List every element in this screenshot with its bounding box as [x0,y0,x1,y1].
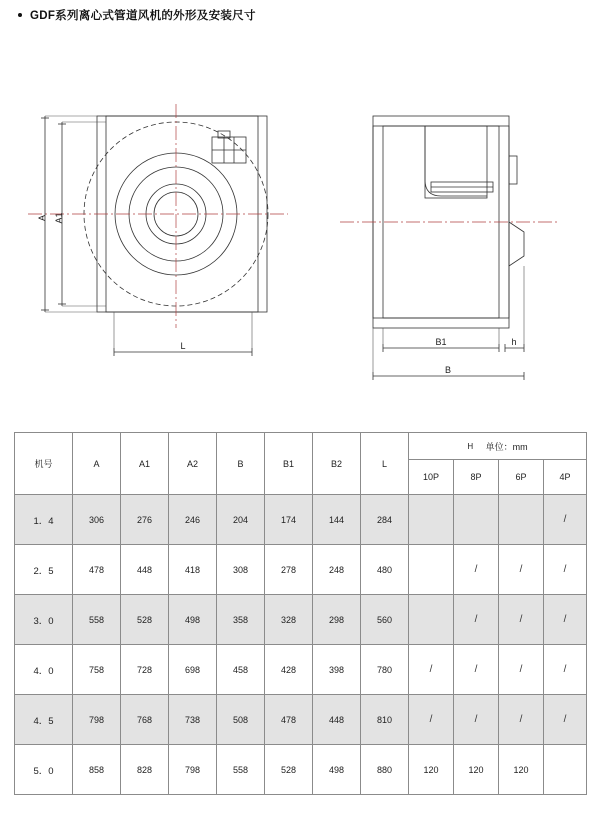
cell-model: 4．5 [15,695,73,745]
cell-b1: 478 [265,695,313,745]
cell-8p: 120 [454,745,499,795]
cell-6p: / [499,545,544,595]
cell-model: 3．0 [15,595,73,645]
header-cell-l: L [361,433,409,495]
dim-label-A: A [37,214,47,222]
cell-4p: / [544,645,587,695]
cell-8p: / [454,695,499,745]
spec-table-wrapper [14,432,586,795]
header-cell-8p: 8P [454,460,499,495]
bullet-icon [18,13,22,17]
cell-b1: 278 [265,545,313,595]
cell-b: 558 [217,745,265,795]
unit-prefix: H [467,441,474,451]
cell-a1: 828 [121,745,169,795]
cell-a1: 448 [121,545,169,595]
cell-model: 1．4 [15,495,73,545]
cell-a: 858 [73,745,121,795]
cell-a1: 728 [121,645,169,695]
cell-l: 560 [361,595,409,645]
cell-10p [409,545,454,595]
cell-a: 306 [73,495,121,545]
cell-a: 758 [73,645,121,695]
dim-label-A1: A1 [54,212,64,224]
table-body [15,495,587,795]
cell-b1: 328 [265,595,313,645]
cell-10p: / [409,645,454,695]
cell-4p: / [544,495,587,545]
cell-model: 2．5 [15,545,73,595]
cell-a2: 498 [169,595,217,645]
cell-a2: 698 [169,645,217,695]
cell-b: 458 [217,645,265,695]
header-cell-a1: A1 [121,433,169,495]
cell-8p: / [454,545,499,595]
cell-10p [409,495,454,545]
table-row [15,695,587,745]
header-cell-b1: B1 [265,433,313,495]
cell-a: 558 [73,595,121,645]
cell-model: 5．0 [15,745,73,795]
cell-b: 358 [217,595,265,645]
page-title [18,7,256,23]
cell-b: 308 [217,545,265,595]
cell-4p: / [544,545,587,595]
cell-b2: 498 [313,745,361,795]
cell-b2: 448 [313,695,361,745]
cell-a2: 738 [169,695,217,745]
cell-l: 780 [361,645,409,695]
cell-b2: 248 [313,545,361,595]
dim-label-h: h [511,337,517,347]
spec-table [14,432,587,795]
cell-b: 508 [217,695,265,745]
cell-10p: / [409,695,454,745]
cell-a: 478 [73,545,121,595]
technical-drawing [0,60,600,420]
cell-4p: / [544,595,587,645]
cell-l: 880 [361,745,409,795]
cell-b2: 398 [313,645,361,695]
cell-b1: 428 [265,645,313,695]
header-cell-6p: 6P [499,460,544,495]
table-head [15,433,587,495]
header-cell-a: A [73,433,121,495]
table-row [15,595,587,645]
cell-a1: 768 [121,695,169,745]
cell-b1: 528 [265,745,313,795]
header-cell-unit [409,433,587,460]
table-row [15,495,587,545]
cell-4p: / [544,695,587,745]
cell-l: 284 [361,495,409,545]
cell-b2: 144 [313,495,361,545]
header-cell-model: 机号 [15,433,73,495]
cell-10p: 120 [409,745,454,795]
dim-label-B: B [444,365,452,375]
cell-model: 4．0 [15,645,73,695]
dim-label-B1: B1 [435,337,447,347]
cell-6p: 120 [499,745,544,795]
cell-b: 204 [217,495,265,545]
cell-b2: 298 [313,595,361,645]
header-cell-a2: A2 [169,433,217,495]
page-title-text: GDF系列离心式管道风机的外形及安装尺寸 [30,10,256,22]
cell-l: 810 [361,695,409,745]
table-row [15,745,587,795]
cell-l: 480 [361,545,409,595]
header-cell-4p: 4P [544,460,587,495]
table-head-row-unit [15,433,587,460]
cell-10p [409,595,454,645]
cell-4p [544,745,587,795]
cell-b1: 174 [265,495,313,545]
cell-a: 798 [73,695,121,745]
cell-8p: / [454,645,499,695]
dim-label-L: L [180,341,186,351]
cell-6p: / [499,595,544,645]
cell-8p [454,495,499,545]
unit-label: 单位：mm [485,441,528,452]
cell-6p: / [499,695,544,745]
cell-a2: 418 [169,545,217,595]
header-cell-b: B [217,433,265,495]
table-row [15,545,587,595]
table-row [15,645,587,695]
cell-6p: / [499,645,544,695]
header-cell-b2: B2 [313,433,361,495]
cell-a1: 276 [121,495,169,545]
cell-6p [499,495,544,545]
header-cell-10p: 10P [409,460,454,495]
cell-a1: 528 [121,595,169,645]
cell-a2: 246 [169,495,217,545]
cell-8p: / [454,595,499,645]
cell-a2: 798 [169,745,217,795]
